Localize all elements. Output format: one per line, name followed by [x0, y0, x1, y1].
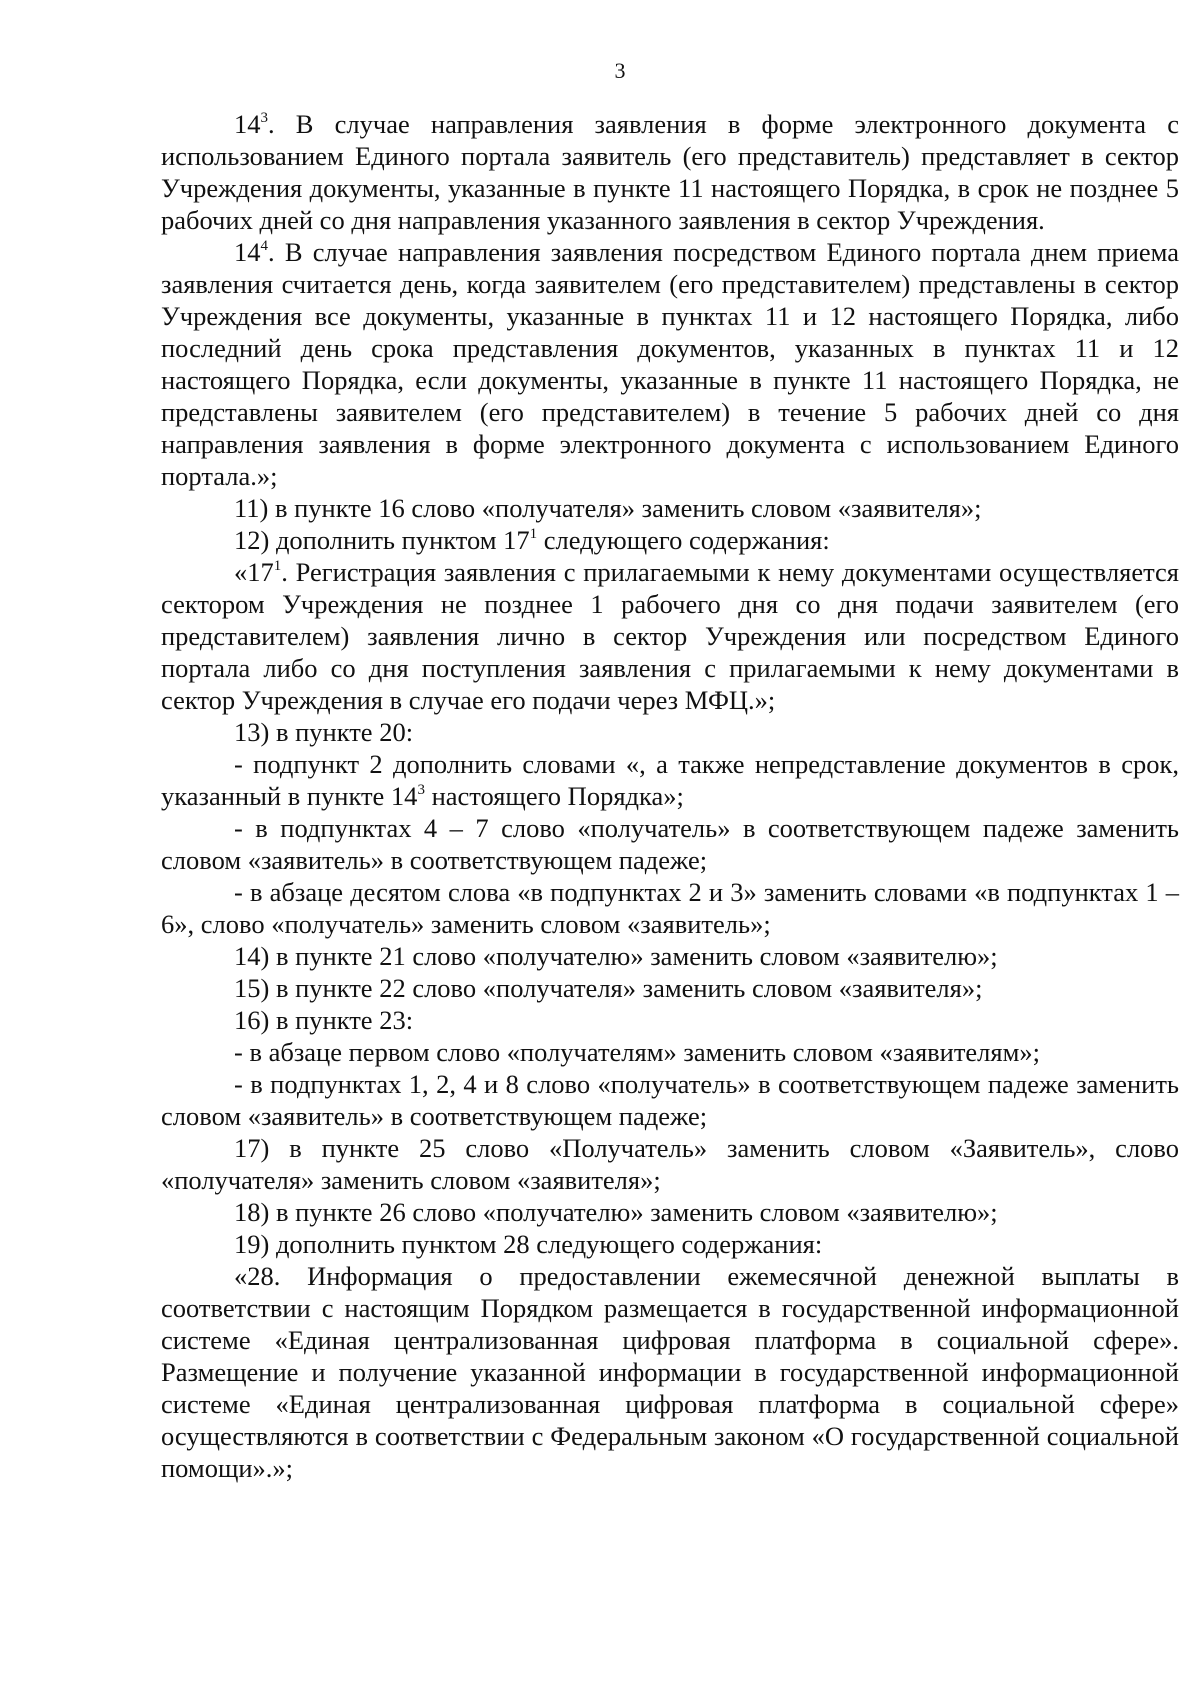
paragraph-17-1: «$17^1$. Регистрация заявления с прилагаемыми к нему документами осуществляется сектором Учреждения не позднее 1 рабочего дня со дня подачи заявителем (его представителем) заявления лично в сектор Учреждения или посредством Единого портала либо со дня поступления заявления с прилагаемыми к нему документами в сектор Учреждения в случае его подачи через МФЦ.»; — [161, 557, 1179, 715]
page-number: 3 — [614, 58, 626, 83]
paragraph-item-19: 19) дополнить пунктом 28 следующего содержания: — [234, 1229, 823, 1259]
paragraph-item-11: 11) в пункте 16 слово «получателя» заменить словом «заявителя»; — [234, 493, 982, 523]
paragraph-item-16-sub-2: - в подпунктах 1, 2, 4 и 8 слово «получатель» в соответствующем падеже заменить словом «заявитель» в соответствующем падеже; — [161, 1069, 1179, 1131]
paragraph-item-13: 13) в пункте 20: — [234, 717, 414, 747]
document-body — [161, 108, 1179, 1484]
paragraph-item-13-sub-3: - в абзаце десятом слова «в подпунктах 2 и 3» заменить словами «в подпунктах 1 – 6», слово «получатель» заменить словом «заявитель»; — [161, 877, 1179, 939]
superscript: 1 — [529, 526, 538, 542]
paragraph-item-13-sub-1: - подпункт 2 дополнить словами «, а также непредставление документов в срок, указанный в пункте $14^3$ настоящего Порядка»; — [161, 749, 1179, 811]
paragraph-item-18: 18) в пункте 26 слово «получателю» заменить словом «заявителю»; — [234, 1197, 998, 1227]
paragraph-14-3: $14^3$. В случае направления заявления в форме электронного документа с использованием Единого портала заявитель (его представитель) представляет в сектор Учреждения документы, указанные в пункте 11 настоящего Порядка, в срок не позднее 5 рабочих дней со дня направления указанного заявления в сектор Учреждения. — [161, 109, 1179, 235]
paragraph-14-4: $14^4$. В случае направления заявления посредством Единого портала днем приема заявления считается день, когда заявителем (его представителем) представлены в сектор Учреждения все документы, указанные в пунктах 11 и 12 настоящего Порядка, либо последний день срока представления документов, указанных в пунктах 11 и 12 настоящего Порядка, если документы, указанные в пункте 11 настоящего Порядка, не представлены заявителем (его представителем) в течение 5 рабочих дней со дня направления заявления в форме электронного документа с использованием Единого портала.»; — [161, 237, 1179, 491]
paragraph-item-14: 14) в пункте 21 слово «получателю» заменить словом «заявителю»; — [234, 941, 998, 971]
paragraph-item-17: 17) в пункте 25 слово «Получатель» заменить словом «Заявитель», слово «получателя» заменить словом «заявителя»; — [161, 1133, 1179, 1195]
superscript: 4 — [260, 238, 268, 254]
paragraph-item-13-sub-2: - в подпунктах 4 – 7 слово «получатель» в соответствующем падеже заменить словом «заявитель» в соответствующем падеже; — [161, 813, 1179, 875]
paragraph-item-12: 12) дополнить пунктом $17^1$ следующего содержания: — [234, 525, 830, 555]
paragraph-item-16: 16) в пункте 23: — [234, 1005, 414, 1035]
superscript: 1 — [273, 558, 282, 574]
superscript: 3 — [417, 782, 425, 798]
paragraph-28: «28. Информация о предоставлении ежемесячной денежной выплаты в соответствии с настоящим Порядком размещается в государственной информационной системе «Единая централизованная цифровая платформа в социальной сфере». Размещение и получение указанной информации в государственной информационной системе «Единая централизованная цифровая платформа в социальной сфере» осуществляются в соответствии с Федеральным законом «О государственной социальной помощи».»; — [161, 1261, 1179, 1483]
paragraph-item-16-sub-1: - в абзаце первом слово «получателям» заменить словом «заявителям»; — [234, 1037, 1040, 1067]
paragraph-item-15: 15) в пункте 22 слово «получателя» заменить словом «заявителя»; — [234, 973, 983, 1003]
superscript: 3 — [260, 110, 268, 126]
